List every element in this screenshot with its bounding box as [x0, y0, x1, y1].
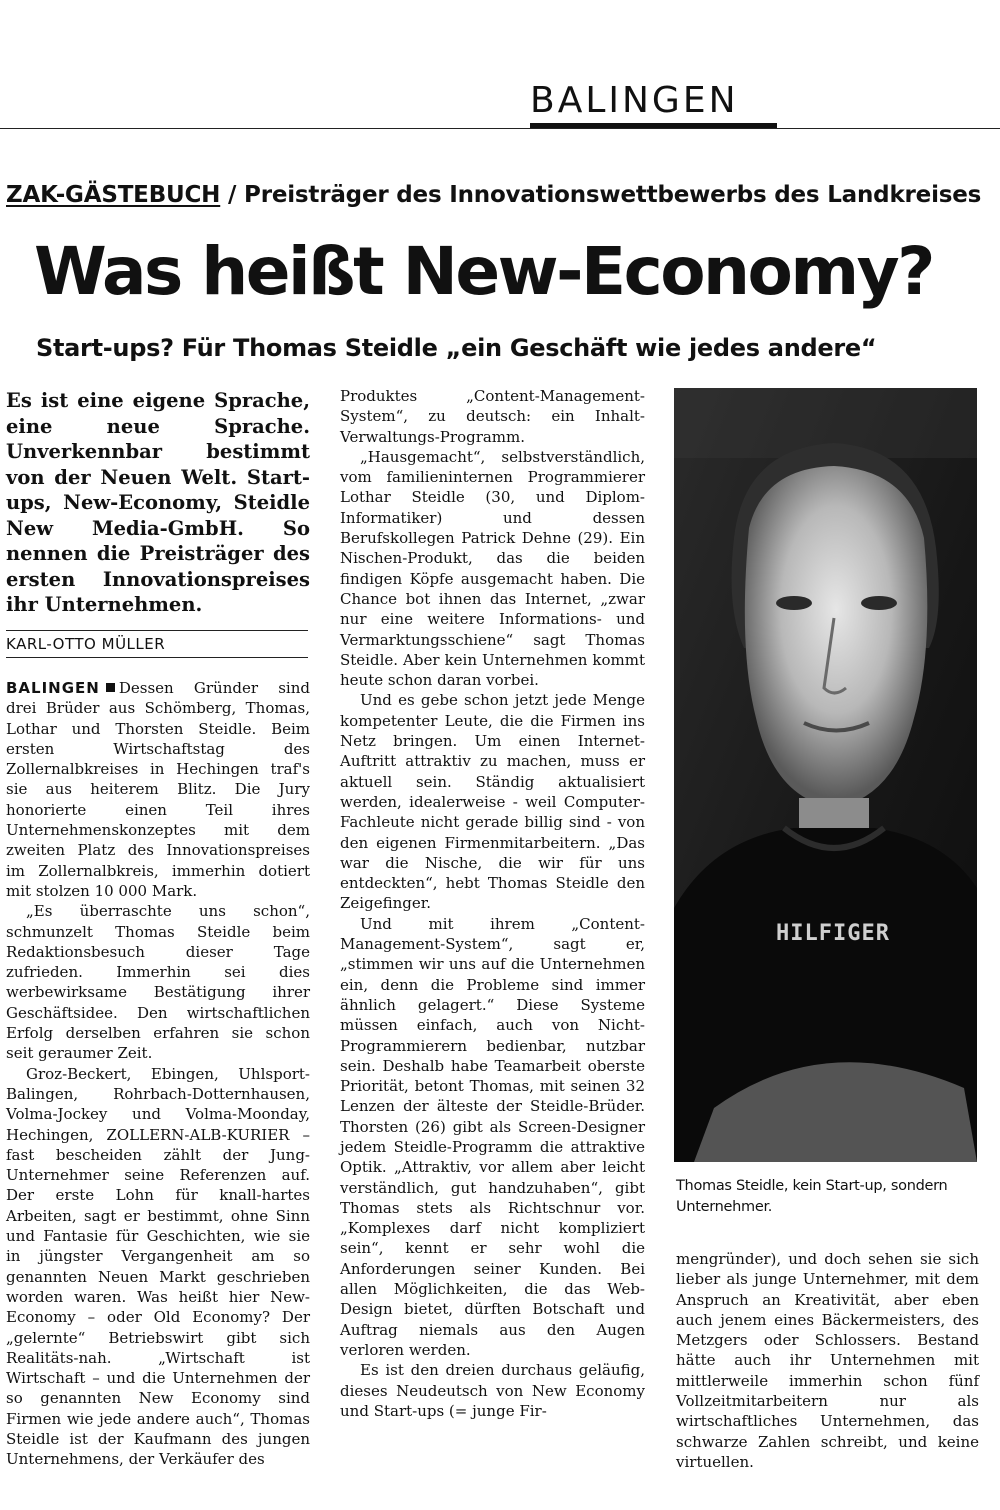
kicker	[6, 182, 980, 208]
section-title: BALINGEN	[530, 80, 739, 121]
portrait-illustration	[674, 388, 977, 1162]
column-2	[340, 386, 645, 1421]
paragraph: Und es gebe schon jetzt jede Menge kompetenter Leute, die die Firmen ins Netz bringen. Um einen Internet-Auftritt attraktiv zu machen, muss er aktuell sein. Ständig aktualisiert werden, idealerweise - weil Computer-Fachleute nicht gerade billig sind - von den eigenen Firmenmitarbeitern. „Das war die Nische, die wir für uns entdeckten“, hebt Thomas Steidle den Zeigefinger.	[340, 691, 645, 913]
paragraph	[6, 678, 310, 901]
paragraph-text: Dessen Gründer sind drei Brüder aus Schömberg, Thomas, Lothar und Thorsten Steidle. Beim ersten Wirtschaftstag des Zollernalbkreises in Hechingen traf's sie aus heiterem Blitz. Die Jury honorierte einen Teil ihres Unternehmenskonzeptes mit dem zweiten Platz des Innovationspreises im Zollernalbkreis, immerhin dotiert mit stolzen 10 000 Mark.	[6, 679, 310, 900]
portrait-photo	[674, 388, 977, 1162]
top-rule	[0, 128, 1000, 129]
paragraph: Es ist den dreien durchaus geläufig, dieses Neudeutsch von New Economy und Start-ups (= junge Fir-	[340, 1361, 645, 1420]
paragraph: Groz-Beckert, Ebingen, Uhlsport-Balingen, Rohrbach-Dotternhausen, Volma-Jockey und Volma-Moonday, Hechingen, ZOLLERN-ALB-KURIER – fast bescheiden zählt der Jung-Unternehmer seine Referenzen auf. Der erste Lohn für knall-hartes Arbeiten, sagt er bestimmt, ohne Sinn und Fantasie für Geschichten, wie sie in jüngster Vergangenheit am so genannten Neuen Markt geschrieben worden waren. Was heißt hier New-Economy – oder Old Economy? Der „gelernte“ Betriebswirt gibt sich Realitäts-nah. „Wirtschaft ist Wirtschaft – und die Unternehmen der so genannten New Economy sind Firmen wie jede andere auch“, Thomas Steidle ist der Kaufmann des jungen Unternehmens, der Verkäufer des	[6, 1064, 310, 1469]
author-rule-bottom	[6, 657, 308, 658]
dateline-square-icon	[106, 683, 115, 692]
headline: Was heißt New-Economy?	[34, 233, 933, 310]
paragraph: mengründer), und doch sehen sie sich lieber als junge Unternehmer, mit dem Anspruch an Kreativität, aber eben auch jenem eines Bäckermeisters, des Metzgers oder Schlossers. Bestand hätte auch ihr Unternehmen mit mittlerweile immerhin schon fünf Vollzeitmitarbeitern nur als wirtschaftliches Unternehmen, das schwarze Zahlen schreibt, und keine virtuellen.	[676, 1250, 979, 1471]
kicker-tag: ZAK-GÄSTEBUCH	[6, 182, 221, 208]
lead-paragraph: Es ist eine eigene Sprache, eine neue Sprache. Unverkennbar bestimmt von der Neuen Welt. Start-ups, New-Economy, Steidle New Media-GmbH. So nennen die Preisträger des ersten Innovationspreises ihr Unternehmen.	[6, 389, 310, 616]
paragraph: „Es überraschte uns schon“, schmunzelt Thomas Steidle beim Redaktionsbesuch dieser Tage zufrieden. Immerhin sei dies werbewirksame Bestätigung ihrer Geschäftsidee. Den wirtschaftlichen Erfolg derselben erfahren sie schon seit geraumer Zeit.	[6, 902, 310, 1063]
column-1	[6, 678, 310, 1470]
author-rule-top	[6, 630, 308, 631]
subhead: Start-ups? Für Thomas Steidle „ein Geschäft wie jedes andere“	[36, 334, 877, 362]
paragraph: „Hausgemacht“, selbstverständlich, vom familieninternen Programmierer Lothar Steidle (30, und Diplom-Informatiker) und dessen Berufskollegen Patrick Dehne (29). Ein Nischen-Produkt, das die beiden findigen Köpfe ausgemacht haben. Die Chance bot ihnen das Internet, „zwar nur eine weitere Informations- und Vermarktungsschiene“ sagt Thomas Steidle. Aber kein Unternehmen kommt heute schon daran vorbei.	[340, 447, 645, 690]
author-byline: KARL-OTTO MÜLLER	[6, 635, 166, 653]
paragraph: Und mit ihrem „Content-Management-System“, sagt er, „stimmen wir uns auf die Unternehmen ein, denn die Probleme sind immer ähnlich gelagert.“ Diese Systeme müssen einfach, auch von Nicht-Programmierern bedienbar, nutzbar sein. Deshalb habe Teamarbeit oberste Priorität, betont Thomas, mit seinen 32 Lenzen der älteste der Steidle-Brüder. Thorsten (26) gibt als Screen-Designer jedem Steidle-Programm die attraktive Optik. „Attraktiv, vor allem aber leicht verständlich, gut handzuhaben“, gibt Thomas stets als Richtschnur vor. „Komplexes darf nicht kompliziert sein“, kennt er sehr wohl die Anforderungen seiner Kunden. Bei allen Möglichkeiten, die das Web-Design bietet, dürften Botschaft und Auftrag niemals aus den Augen verloren werden.	[340, 914, 645, 1359]
dateline: BALINGEN	[6, 679, 100, 697]
shirt-logo-text: HILFIGER	[776, 921, 890, 946]
column-3	[676, 1249, 979, 1472]
paragraph: Produktes „Content-Management-System“, zu deutsch: ein Inhalt-Verwaltungs-Programm.	[340, 387, 645, 446]
photo-caption: Thomas Steidle, kein Start-up, sondern Unternehmer.	[676, 1178, 948, 1215]
kicker-text: / Preisträger des Innovationswettbewerbs des Landkreises	[220, 182, 982, 208]
